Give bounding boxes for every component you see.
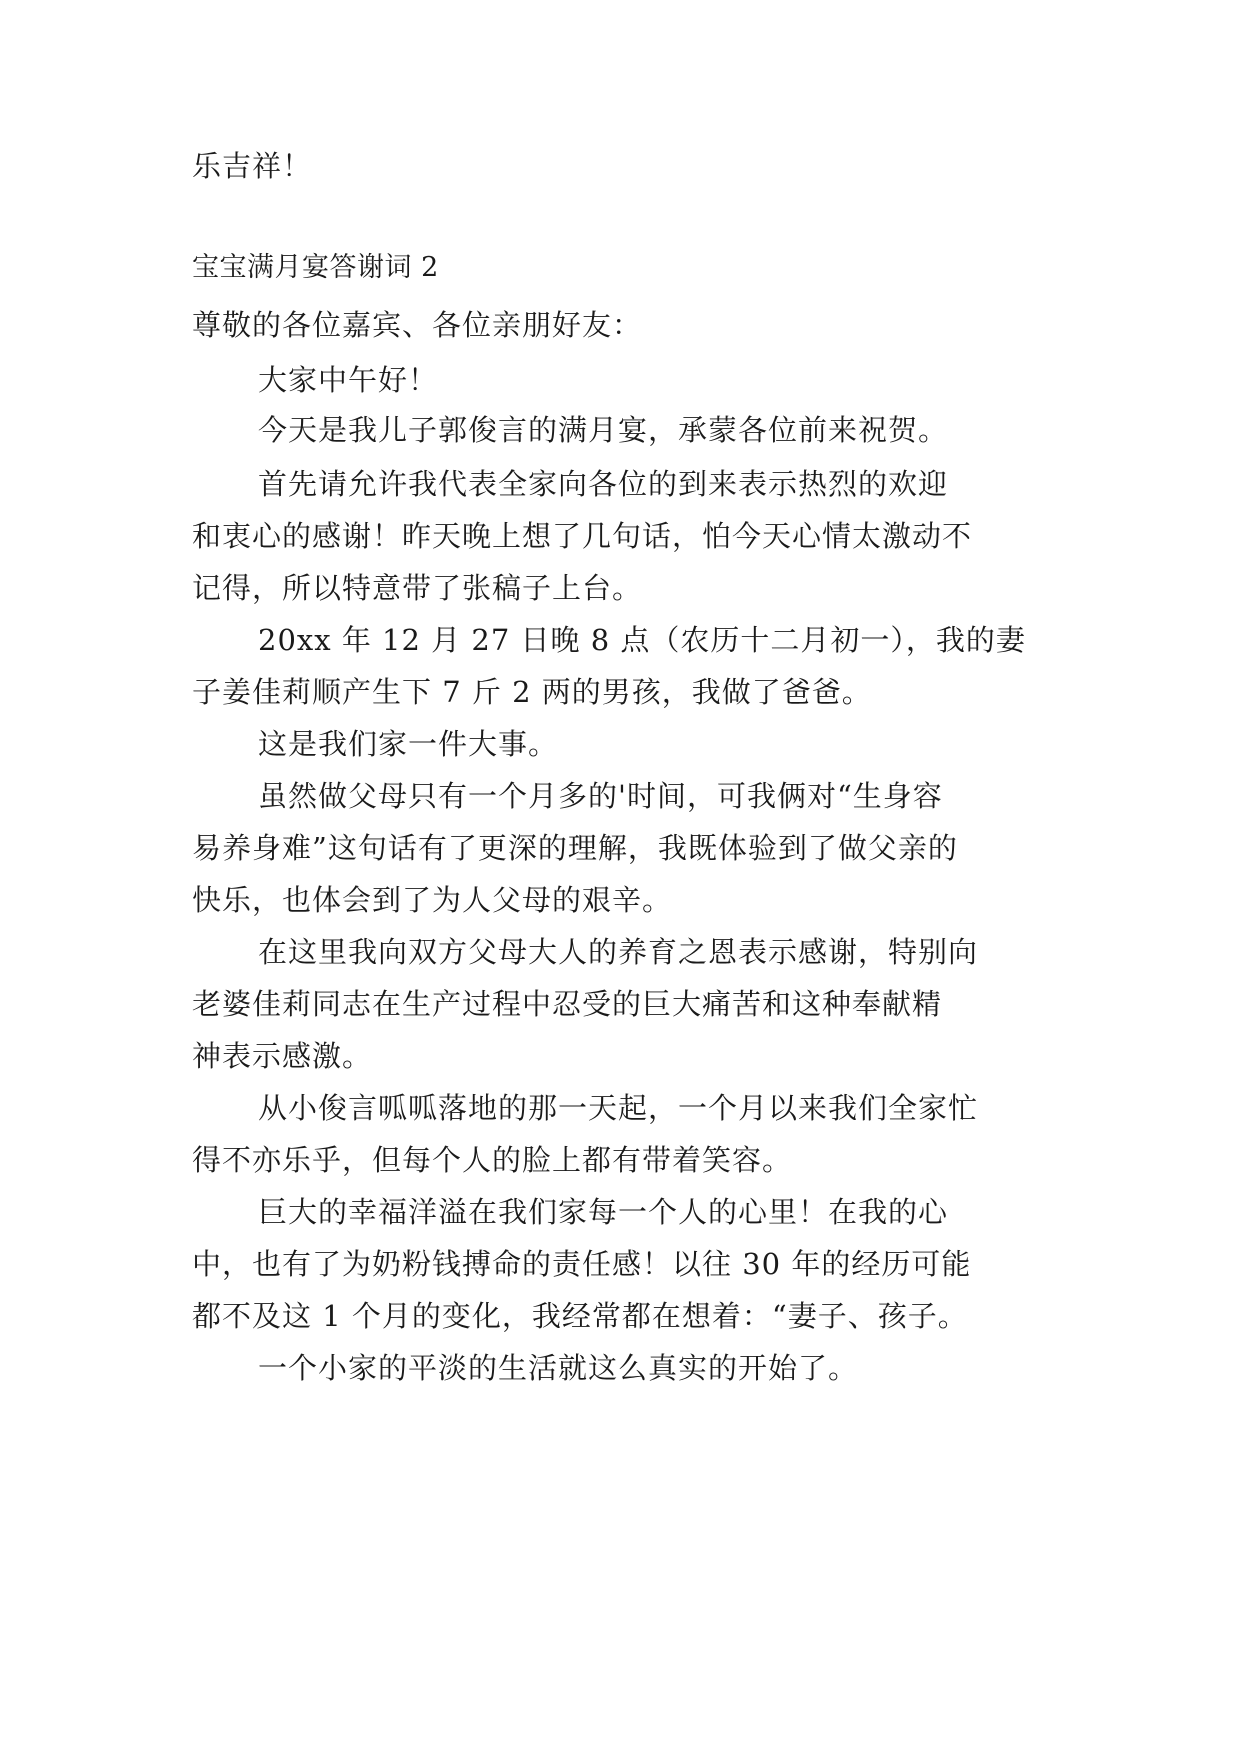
paragraph-line: 中，也有了为奶粉钱搏命的责任感！以往 30 年的经历可能 <box>192 1247 972 1281</box>
greeting: 大家中午好！ <box>258 363 439 397</box>
paragraph-line: 20xx 年 12 月 27 日晚 8 点（农历十二月初一），我的妻 <box>258 623 1026 657</box>
paragraph-line: 这是我们家一件大事。 <box>258 727 559 761</box>
paragraph-line: 虽然做父母只有一个月多的'时间，可我俩对“生身容 <box>258 779 943 813</box>
paragraph-line: 一个小家的平淡的生活就这么真实的开始了。 <box>258 1351 859 1385</box>
paragraph-line: 易养身难”这句话有了更深的理解，我既体验到了做父亲的 <box>192 831 958 865</box>
paragraph-line: 今天是我儿子郭俊言的满月宴，承蒙各位前来祝贺。 <box>258 413 949 447</box>
section-title: 宝宝满月宴答谢词 2 <box>192 252 439 283</box>
paragraph-line: 都不及这 1 个月的变化，我经常都在想着：“妻子、孩子。 <box>192 1299 968 1333</box>
paragraph-line: 从小俊言呱呱落地的那一天起，一个月以来我们全家忙 <box>258 1091 979 1125</box>
paragraph-line: 和衷心的感谢！昨天晚上想了几句话，怕今天心情太激动不 <box>192 519 973 553</box>
text-line: 乐吉祥！ <box>192 149 313 183</box>
paragraph-line: 首先请允许我代表全家向各位的到来表示热烈的欢迎 <box>258 467 949 501</box>
paragraph-line: 快乐，也体会到了为人父母的艰辛。 <box>192 883 673 917</box>
paragraph-line: 记得，所以特意带了张稿子上台。 <box>192 571 643 605</box>
paragraph-line: 巨大的幸福洋溢在我们家每一个人的心里！在我的心 <box>258 1195 949 1229</box>
paragraph-line: 神表示感激。 <box>192 1039 373 1073</box>
paragraph-line: 在这里我向双方父母大人的养育之恩表示感谢，特别向 <box>258 935 979 969</box>
paragraph-line: 得不亦乐乎，但每个人的脸上都有带着笑容。 <box>192 1143 793 1177</box>
salutation: 尊敬的各位嘉宾、各位亲朋好友： <box>192 308 643 342</box>
paragraph-line: 老婆佳莉同志在生产过程中忍受的巨大痛苦和这种奉献精 <box>192 987 943 1021</box>
paragraph-line: 子姜佳莉顺产生下 7 斤 2 两的男孩，我做了爸爸。 <box>192 675 872 709</box>
